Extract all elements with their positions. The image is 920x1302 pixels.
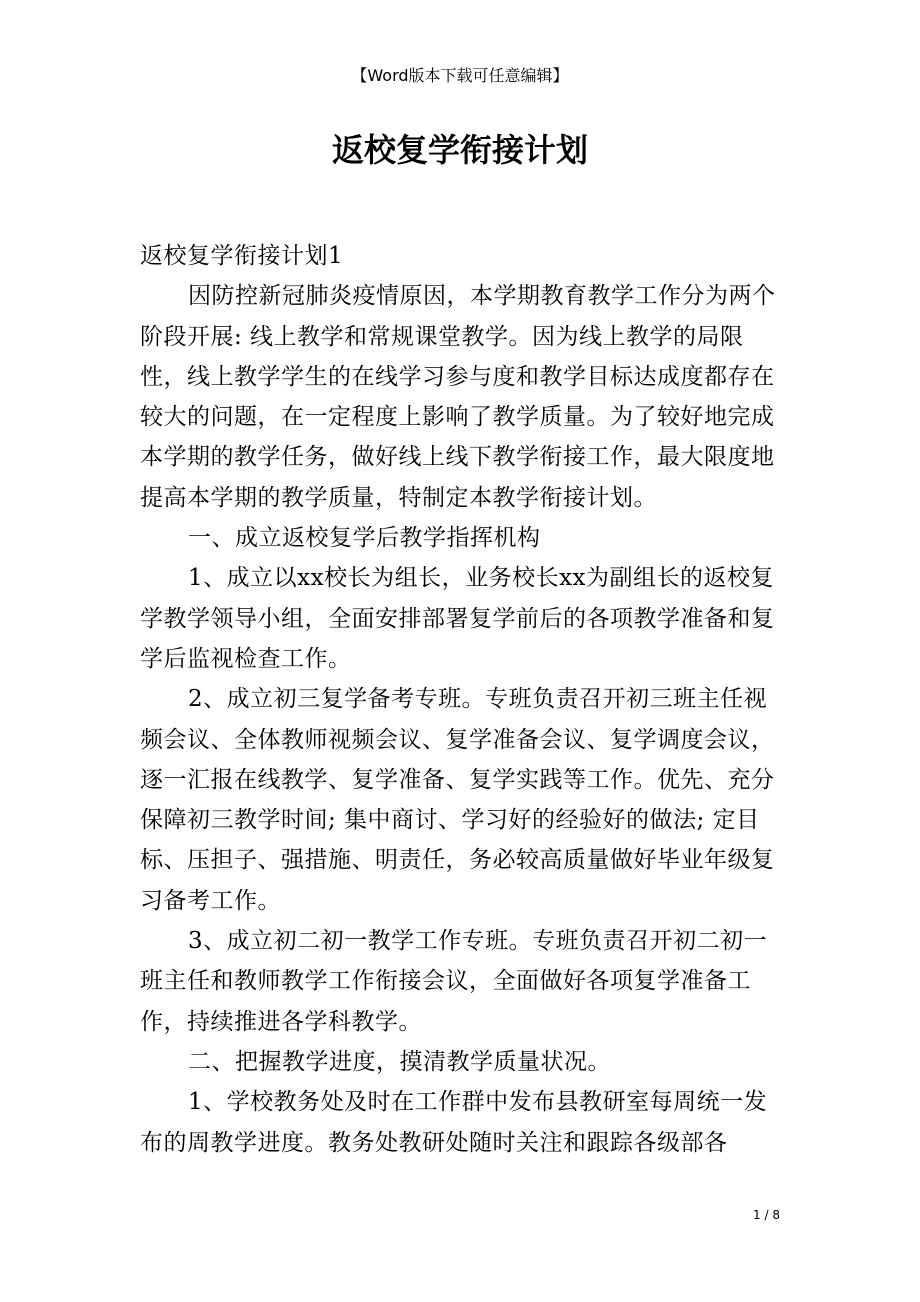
paragraph-item: 1、成立以xx校长为组长，业务校长xx为副组长的返校复学教学领导小组，全面安排部署复学前后的各项教学准备和复学后监视检查工作。: [140, 565, 775, 672]
document-title: 返校复学衔接计划: [331, 131, 588, 169]
paragraph-item: 1、学校教务处及时在工作群中发布县教研室每周统一发布的周教学进度。教务处教研处随时关注和跟踪各级部各: [140, 1089, 768, 1156]
section-title: 返校复学衔接计划1: [140, 243, 344, 269]
heading-section-2: 二、把握教学进度，摸清教学质量状况。: [188, 1048, 611, 1075]
paragraph-item: 3、成立初二初一教学工作专班。专班负责召开初二初一班主任和教师教学工作衔接会议，全面做好各项复学准备工作，持续推进各学科教学。: [140, 928, 768, 1035]
heading-section-1: 一、成立返校复学后教学指挥机构: [188, 525, 541, 552]
header-note: 【Word版本下载可任意编辑】: [351, 66, 569, 85]
document-body: [140, 236, 790, 1163]
paragraph-intro: 因防控新冠肺炎疫情原因，本学期教育教学工作分为两个阶段开展: 线上教学和常规课堂教学。因为线上教学的局限性，线上教学学生的在线学习参与度和教学目标达成度都存在较大的问题，在一定程度上影响了教学质量。为了较好地完成本学期的教学任务，做好线上线下教学衔接工作，最大限度地提高本学期的教学质量，特制定本教学衔接计划。: [140, 283, 776, 511]
paragraph-item: 2、成立初三复学备考专班。专班负责召开初三班主任视频会议、全体教师视频会议、复学准备会议、复学调度会议，逐一汇报在线教学、复学准备、复学实践等工作。优先、充分保障初三教学时间; 集中商讨、学习好的经验好的做法; 定目标、压担子、强措施、明责任，务必较高质量做好毕业年级复习备考工作。: [140, 686, 775, 914]
page-number: 1 / 8: [753, 1208, 780, 1222]
